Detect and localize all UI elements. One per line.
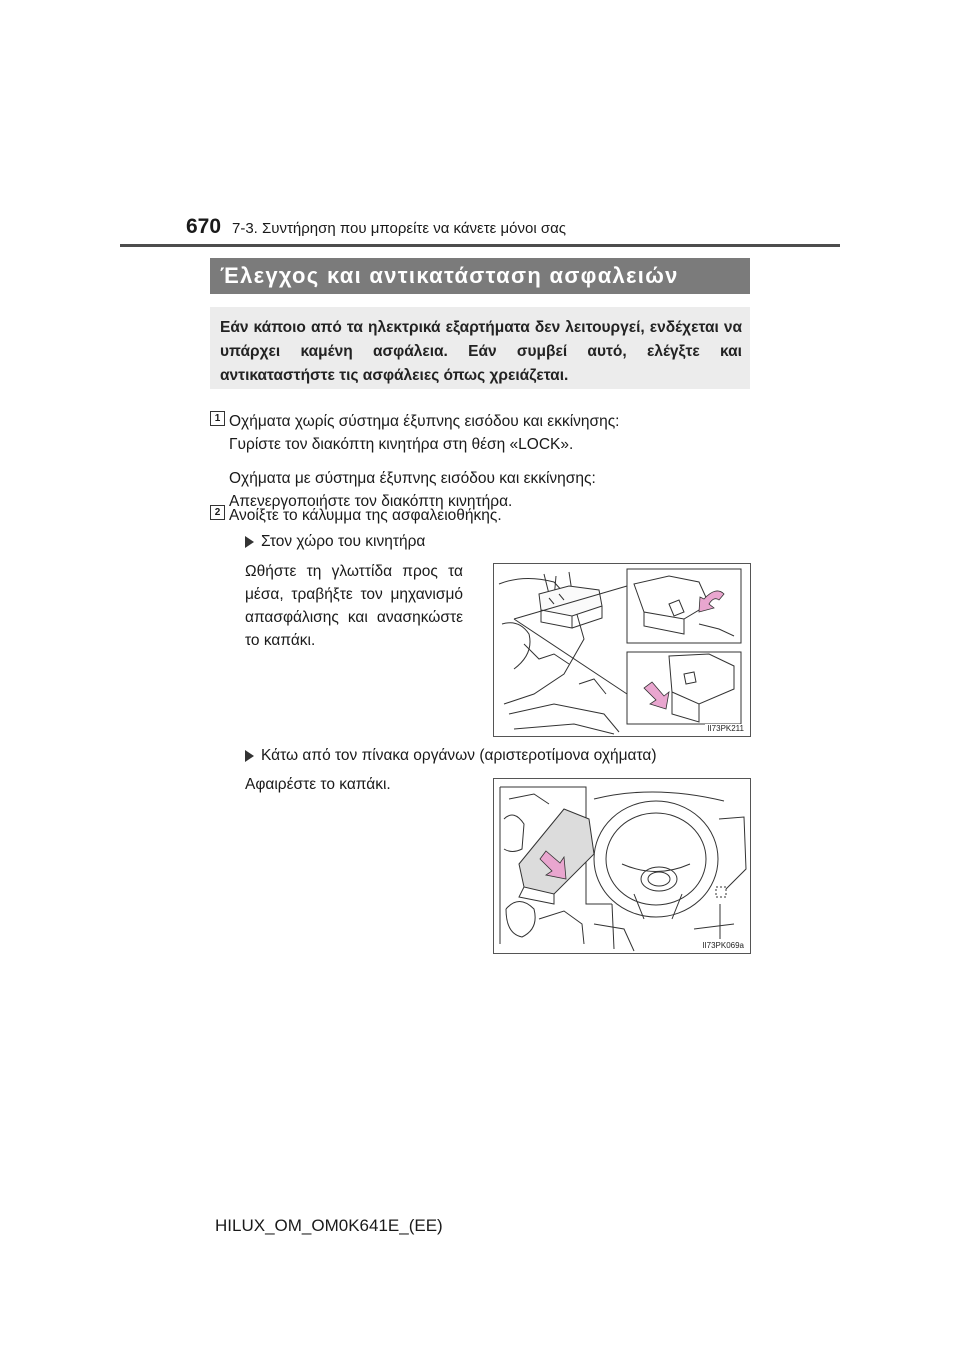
intro-text: Εάν κάποιο από τα ηλεκτρικά εξαρτήματα δεν λειτουργεί, ενδέχεται να υπάρχει καμένη ασφάλεια. Εάν συμβεί αυτό, ελέγξτε και αντικαταστήστε τις ασφάλειες όπως χρειάζεται.: [220, 319, 742, 384]
triangle-bullet-icon: [245, 750, 254, 762]
subsection-heading-text: Κάτω από τον πίνακα οργάνων (αριστεροτίμονα οχήματα): [261, 747, 657, 764]
section-title: 7-3. Συντήρηση που μπορείτε να κάνετε μόνοι σας: [232, 220, 566, 237]
dashboard-drawing: [494, 779, 750, 953]
step-1-line: Γυρίστε τον διακόπτη κινητήρα στη θέση «LOCK».: [229, 436, 574, 453]
step-1-description: [229, 410, 619, 513]
engine-fuse-box-illustration: [493, 563, 751, 737]
subsection-heading-text: Στον χώρο του κινητήρα: [261, 533, 426, 550]
subsection-engine-text: Ωθήστε τη γλωττίδα προς τα μέσα, τραβήξτε τον μηχανισμό απασφάλισης και ανασηκώστε το καπάκι.: [245, 563, 463, 649]
figure-code: II73PK211: [707, 724, 744, 733]
figure-code: II73PK069a: [702, 941, 744, 950]
engine-bay-drawing: [494, 564, 750, 736]
intro-box: [210, 307, 750, 389]
step-1-line: Οχήματα χωρίς σύστημα έξυπνης εισόδου και εκκίνησης:: [229, 413, 620, 430]
page-number: 670: [186, 215, 222, 238]
subsection-engine-heading: [245, 530, 425, 553]
subsection-panel-heading: [245, 744, 657, 767]
document-id: HILUX_OM_OM0K641E_(EE): [215, 1216, 443, 1235]
step-1-line: Οχήματα με σύστημα έξυπνης εισόδου και εκκίνησης:: [229, 470, 596, 487]
subsection-panel-text: Αφαιρέστε το καπάκι.: [245, 776, 391, 793]
triangle-bullet-icon: [245, 536, 254, 548]
page-title: Έλεγχος και αντικατάσταση ασφαλειών: [210, 258, 750, 294]
header-rule: [120, 244, 840, 247]
instrument-panel-fuse-cover-illustration: [493, 778, 751, 954]
step-1-line: Απενεργοποιήστε τον διακόπτη κινητήρα.: [229, 493, 513, 510]
step-2-description: Ανοίξτε το κάλυμμα της ασφαλειοθήκης.: [229, 507, 502, 524]
step-number-1: 1: [210, 411, 225, 426]
step-number-2: 2: [210, 505, 225, 520]
